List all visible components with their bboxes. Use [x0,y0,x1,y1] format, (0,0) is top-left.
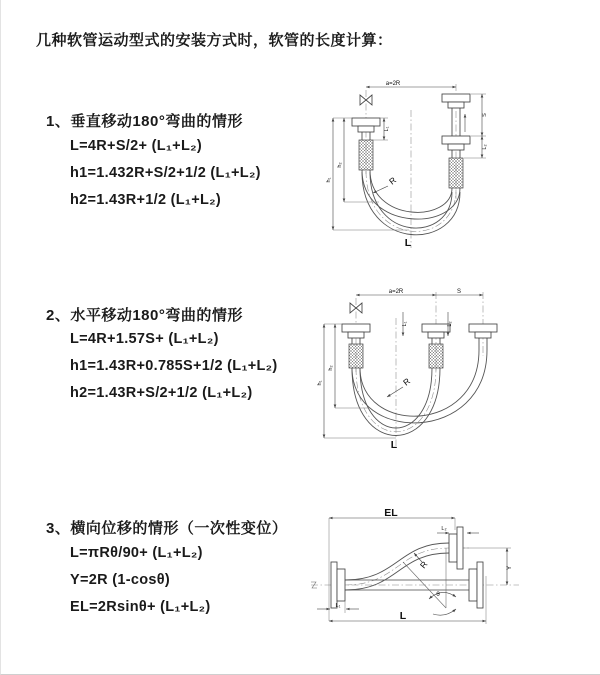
section-3-heading: 3、横向位移的情形（一次性变位） [46,520,288,537]
fixed-end-pipe [342,324,370,368]
dim-l2-label: L₂ [482,144,488,150]
dim-l2-label: L₂ [441,526,447,532]
section-1-formula-length: L=4R+S/2+ (L₁+L₂) [70,138,202,154]
dim-s-l2 [464,94,488,158]
dim-s-label: S [482,113,488,117]
section-2-heading: 2、水平移动180°弯曲的情形 [46,307,243,324]
diagram-lateral-displacement [303,506,525,631]
section-2-formula-length: L=4R+1.57S+ (L₁+L₂) [70,331,219,347]
dim-h1-label: h₁ [326,177,332,183]
page-title: 几种软管运动型式的安装方式时，软管的长度计算： [36,32,393,50]
dim-h2-label: h₂ [337,162,343,168]
radius-callout [387,376,412,397]
section-1-formula-h2: h2=1.43R+1/2 (L₁+L₂) [70,192,222,208]
left-flange [331,562,345,608]
fixed-end-pipe [352,118,380,170]
dim-y-label: Y [506,565,513,571]
dim-l [329,576,486,624]
dim-l1-label: L₁ [384,126,390,132]
section-1-heading: 1、垂直移动180°弯曲的情形 [46,113,243,130]
section-1-formula-h1: h1=1.432R+S/2+1/2 (L₁+L₂) [70,165,261,181]
dim-l-label: L [399,610,407,622]
dim-a2r-label: a=2R [385,81,401,87]
dim-l2-label: L₂ [447,321,453,327]
hose-u-bends [352,350,487,436]
dim-h1-label: h₁ [317,380,323,386]
centerlines [366,84,456,248]
angle-theta [403,548,456,615]
dim-a2r-label: a=2R [388,289,404,295]
dim-s-label: S [456,289,462,295]
section-2-formula-h2: h2=1.43R+S/2+1/2 (L₁+L₂) [70,385,253,401]
length-label: L [390,439,398,451]
length-label: L [404,237,412,249]
dim-el-label: EL [384,507,398,519]
dim-l1 [317,601,359,613]
section-3-formula-y: Y=2R (1-cosθ) [70,572,170,588]
section-3-formula-el: EL=2Rsinθ+ (L₁+L₂) [70,599,211,615]
radius-label: R [387,174,399,187]
dim-h1-h2 [326,118,409,230]
moving-end-pipe-position-1 [422,324,450,368]
dim-h2-label: h₂ [328,365,334,371]
angle-theta-label: θ [436,591,440,598]
section-3-formula-length: L=πRθ/90+ (L₁+L₂) [70,545,203,561]
diagram-vertical-180-bend [321,80,493,252]
dim-h1-h2 [317,324,396,438]
dim-el [329,507,455,621]
radius-label: R [417,559,430,571]
dim-l1-label: L₁ [402,321,408,327]
diagram-horizontal-180-bend [315,288,503,452]
moving-end-pipe [442,94,470,188]
radius-callout [373,175,398,193]
dim-l1-label: L₁ [335,603,341,609]
dim-a2r [366,81,456,87]
radius-label: R [401,375,413,388]
s-curve-hose [345,527,463,590]
dim-a2r-s [356,289,483,295]
section-2-formula-h1: h1=1.43R+0.785S+1/2 (L₁+L₂) [70,358,278,374]
